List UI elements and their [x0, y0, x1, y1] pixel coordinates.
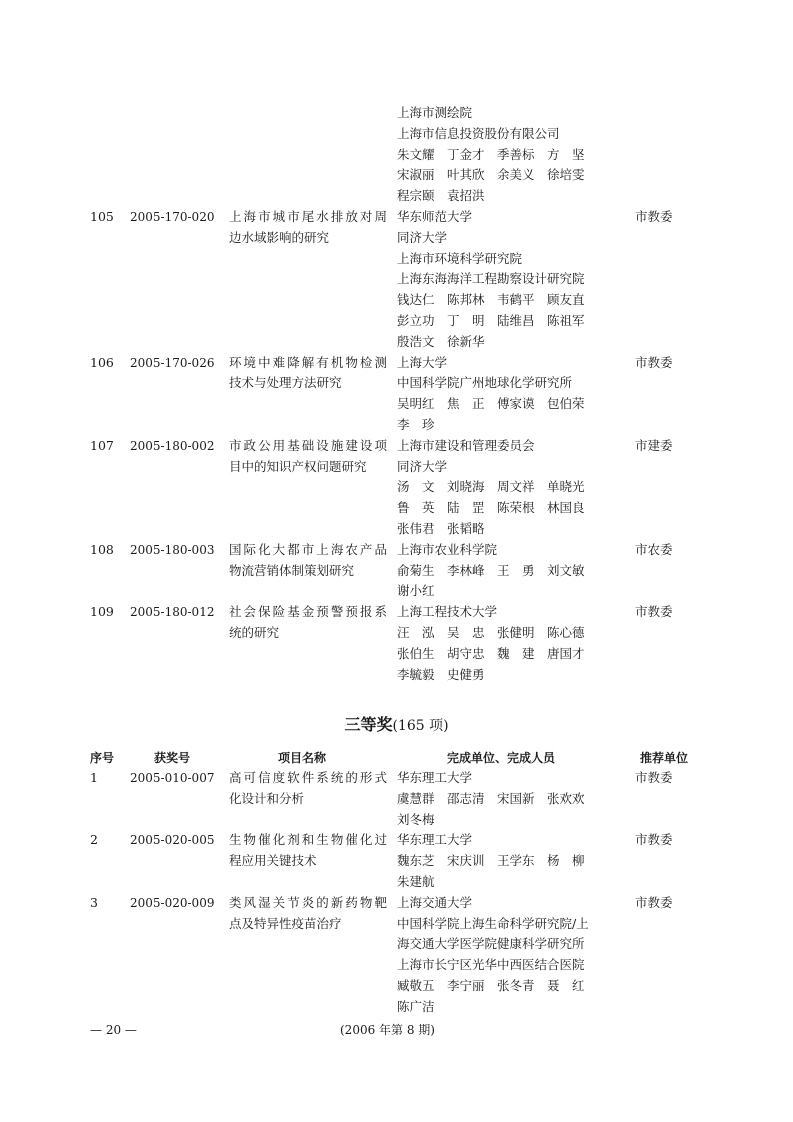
- project-name-line: 国际化大都市上海农产品: [229, 541, 387, 557]
- recommending-unit: 市农委: [635, 541, 673, 557]
- unit-line: 上海市长宁区光华中西医结合医院: [397, 957, 585, 973]
- unit-line: 上海市信息投资股份有限公司: [397, 125, 560, 141]
- project-name: [229, 893, 387, 935]
- recommending-unit: 市教委: [635, 770, 673, 785]
- unit-line: 中国科学院上海生命科学研究院/上: [397, 915, 589, 931]
- completion-units: [397, 436, 617, 540]
- project-name-line: 生物催化剂和生物催化过: [229, 832, 387, 848]
- unit-line: 中国科学院广州地球化学研究所: [397, 375, 573, 391]
- unit-line: 张伟君 张韬略: [397, 520, 485, 536]
- unit-line: 上海工程技术大学: [397, 604, 498, 620]
- project-name: [229, 602, 387, 644]
- project-name: [229, 353, 387, 395]
- entry-number: 107: [90, 437, 114, 453]
- recommending-unit: 市建委: [635, 437, 673, 453]
- completion-units: [397, 893, 617, 1018]
- unit-line: 华东师范大学: [397, 209, 473, 224]
- completion-units: [397, 207, 617, 353]
- completion-units: [397, 768, 617, 830]
- project-name-line: 目中的知识产权问题研究: [229, 458, 367, 474]
- completion-units: [397, 602, 617, 685]
- project-name-line: 物流营销体制策划研究: [229, 562, 355, 578]
- unit-line: 李 珍: [397, 416, 435, 432]
- award-number: 2005-170-020: [130, 210, 215, 224]
- project-name: [229, 436, 387, 478]
- project-name-line: 技术与处理方法研究: [229, 375, 342, 391]
- page-number: — 20 —: [90, 1023, 137, 1037]
- unit-line: 李毓毅 史健勇: [397, 666, 485, 682]
- table-header: [0, 748, 793, 768]
- project-name-line: 市政公用基础设施建设项: [229, 437, 387, 453]
- award-number: 2005-010-007: [130, 771, 215, 785]
- completion-units: [397, 540, 617, 602]
- project-name-line: 上海市城市尾水排放对周: [229, 209, 387, 224]
- unit-line: 上海市农业科学院: [397, 541, 498, 557]
- project-name-line: 边水域影响的研究: [229, 229, 330, 245]
- award-number: 2005-170-026: [130, 355, 215, 370]
- project-name-line: 社会保险基金预警预报系: [229, 604, 387, 620]
- header-recommend: 推荐单位: [640, 751, 689, 765]
- project-name-line: 点及特异性疫苗治疗: [229, 915, 342, 931]
- unit-line: 上海市建设和管理委员会: [397, 437, 535, 453]
- project-name-line: 类风湿关节炎的新药物靶: [229, 894, 387, 910]
- completion-units: [397, 103, 617, 207]
- recommending-unit: 市教委: [635, 604, 673, 620]
- project-name: [229, 540, 387, 582]
- entry-number: 105: [90, 209, 114, 224]
- unit-line: 朱文耀 丁金才 季善标 方 坚: [397, 146, 585, 162]
- entry-number: 2: [90, 832, 98, 848]
- project-name-line: 化设计和分析: [229, 790, 305, 806]
- entry-number: 109: [90, 604, 114, 620]
- unit-line: 上海东海海洋工程勘察设计研究院: [397, 271, 585, 287]
- recommending-unit: 市教委: [635, 354, 673, 370]
- unit-line: 同济大学: [397, 229, 448, 245]
- unit-line: 虞慧群 邵志清 宋国新 张欢欢: [397, 790, 585, 806]
- unit-line: 彭立功 丁 明 陆维昌 陈祖军: [397, 312, 585, 328]
- recommending-unit: 市教委: [635, 894, 673, 910]
- completion-units: [397, 353, 617, 436]
- header-num: 序号: [90, 751, 115, 765]
- section-count: (165 项): [392, 718, 449, 734]
- header-units: 完成单位、完成人员: [447, 751, 556, 765]
- entry-number: 108: [90, 541, 114, 557]
- recommending-unit: 市教委: [635, 209, 673, 224]
- unit-line: 上海大学: [397, 354, 448, 370]
- project-name: [229, 768, 387, 810]
- project-name: [229, 830, 387, 872]
- unit-line: 华东理工大学: [397, 832, 473, 848]
- unit-line: 钱达仁 陈邦林 韦鹤平 顾友直: [397, 292, 585, 308]
- award-number: 2005-020-009: [130, 895, 215, 910]
- project-name-line: 统的研究: [229, 624, 280, 640]
- unit-line: 海交通大学医学院健康科学研究所: [397, 936, 585, 952]
- project-name: [229, 207, 387, 249]
- unit-line: 张伯生 胡守忠 魏 建 唐国才: [397, 645, 585, 661]
- unit-line: 谢小红: [397, 583, 435, 599]
- recommending-unit: 市教委: [635, 832, 673, 848]
- unit-line: 程宗颐 袁招洪: [397, 188, 485, 204]
- header-award: 获奖号: [154, 751, 191, 765]
- unit-line: 宋淑丽 叶其欣 余美义 徐培雯: [397, 167, 585, 183]
- completion-units: [397, 830, 617, 892]
- unit-line: 吴明红 焦 正 傅家谟 包伯荣: [397, 396, 585, 412]
- unit-line: 臧敬五 李宁丽 张冬青 聂 红: [397, 977, 585, 993]
- unit-line: 陈广洁: [397, 998, 435, 1014]
- project-name-line: 高可信度软件系统的形式: [229, 770, 387, 785]
- header-project: 项目名称: [278, 751, 327, 765]
- section-title: [0, 712, 793, 735]
- unit-line: 刘冬梅: [397, 811, 435, 827]
- issue-label: (2006 年第 8 期): [340, 1023, 435, 1037]
- unit-line: 同济大学: [397, 458, 448, 474]
- entry-number: 1: [90, 770, 98, 785]
- entry-number: 106: [90, 354, 114, 370]
- unit-line: 殷浩文 徐新华: [397, 333, 485, 349]
- section-title-text: 三等奖: [344, 715, 393, 734]
- project-name-line: 环境中难降解有机物检测: [229, 354, 387, 370]
- unit-line: 鲁 英 陆 罡 陈荣根 林国良: [397, 500, 585, 516]
- unit-line: 华东理工大学: [397, 770, 473, 785]
- award-number: 2005-180-002: [130, 438, 215, 453]
- unit-line: 上海交通大学: [397, 894, 473, 910]
- unit-line: 汪 泓 吴 忠 张健明 陈心德: [397, 624, 585, 640]
- unit-line: 魏东芝 宋庆训 王学东 杨 柳: [397, 853, 585, 869]
- award-number: 2005-020-005: [130, 833, 215, 848]
- unit-line: 俞菊生 李林峰 王 勇 刘文敏: [397, 562, 585, 578]
- project-name-line: 程应用关键技术: [229, 853, 317, 869]
- unit-line: 朱建航: [397, 873, 435, 889]
- award-number: 2005-180-003: [130, 542, 215, 557]
- page-footer: [0, 1020, 793, 1040]
- unit-line: 汤 文 刘晓海 周文祥 单晓光: [397, 479, 585, 495]
- entry-number: 3: [90, 894, 98, 910]
- unit-line: 上海市测绘院: [397, 105, 473, 120]
- award-number: 2005-180-012: [130, 605, 215, 620]
- unit-line: 上海市环境科学研究院: [397, 250, 523, 266]
